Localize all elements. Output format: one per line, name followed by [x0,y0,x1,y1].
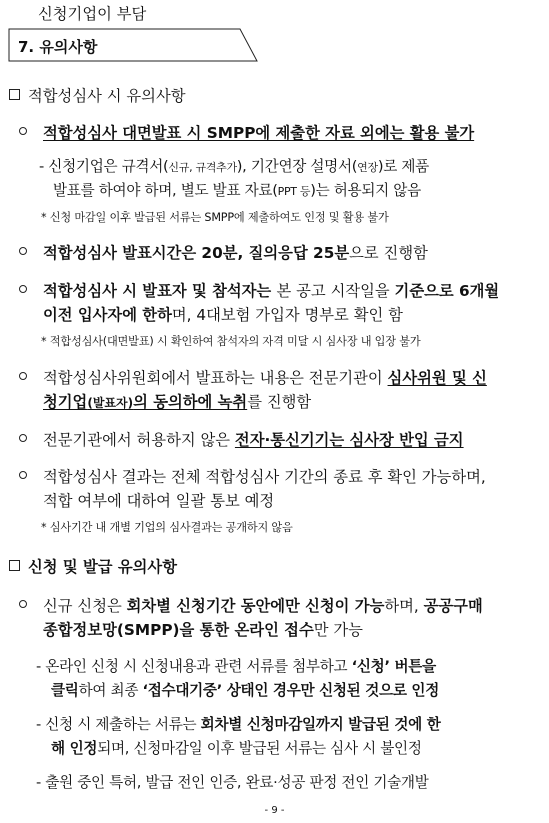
footnote: * 심사기간 내 개별 기업의 심사결과는 공개하지 않음 [41,521,293,534]
bullet-circle-icon [19,471,27,479]
notice-item: 전문기관에서 허용하지 않은 전자·통신기기는 심사장 반입 금지 [43,431,464,449]
page-number: - 9 - [264,805,285,816]
bullet-circle-icon [19,600,27,608]
dash-item-line: 클릭하여 최종 ‘접수대기중’ 상태인 경우만 신청된 것으로 인정 [51,682,440,699]
bullet-circle-icon [19,127,27,135]
footnote: * 적합성심사(대면발표) 시 확인하여 참석자의 자격 미달 시 심사장 내 입장 불가 [41,335,421,348]
continued-text: 신청기업이 부담 [38,5,147,23]
notice-item-cont: 종합정보망(SMPP)을 통한 온라인 접수만 가능 [43,621,363,639]
bullet-circle-icon [19,434,27,442]
notice-item: 신규 신청은 회차별 신청기간 동안에만 신청이 가능하며, 공공구매 [43,597,483,615]
footnote: * 신청 마감일 이후 발급된 서류는 SMPP에 제출하여도 인정 및 활용 불가 [41,211,389,224]
dash-item-line: - 신청기업은 규격서(신규, 규격추가), 기간연장 설명서(연장)로 제품 [39,158,429,175]
section-title: 7. 유의사항 [18,38,98,56]
notice-item: 적합성심사 시 발표자 및 참석자는 본 공고 시작일을 기준으로 6개월 [43,282,500,300]
notice-item-cont: 이전 입사자에 한하며, 4대보험 가입자 명부로 확인 함 [43,306,403,324]
subsection-heading: 적합성심사 시 유의사항 [28,87,186,105]
notice-item: 적합성심사 발표시간은 20분, 질의응답 25분으로 진행함 [43,244,428,262]
subsection-heading: 신청 및 발급 유의사항 [28,558,177,576]
notice-item: 적합성심사위원회에서 발표하는 내용은 전문기관이 심사위원 및 신 [43,369,487,387]
bullet-circle-icon [19,285,27,293]
dash-item-line: 해 인정되며, 신청마감일 이후 발급된 서류는 심사 시 불인정 [51,740,422,757]
bullet-circle-icon [19,247,27,255]
dash-item-line: - 온라인 신청 시 신청내용과 관련 서류를 첨부하고 ‘신청’ 버튼을 [36,658,436,675]
dash-item-line: 발표를 하여야 하며, 별도 발표 자료(PPT 등)는 허용되지 않음 [53,182,421,199]
dash-item-line: - 출원 중인 특허, 발급 전인 인증, 완료·성공 판정 전인 기술개발 [36,774,429,791]
notice-item: 적합성심사 결과는 전체 적합성심사 기간의 종료 후 확인 가능하며, [43,468,486,486]
notice-item-cont: 청기업(발표자)의 동의하에 녹취를 진행함 [43,393,312,411]
bullet-circle-icon [19,372,27,380]
checkbox-square-icon [9,560,20,571]
notice-item-cont: 적합 여부에 대하여 일괄 통보 예정 [43,492,275,510]
dash-item-line: - 신청 시 제출하는 서류는 회차별 신청마감일까지 발급된 것에 한 [36,716,441,733]
notice-item: 적합성심사 대면발표 시 SMPP에 제출한 자료 외에는 활용 불가 [43,124,475,142]
checkbox-square-icon [9,89,20,100]
